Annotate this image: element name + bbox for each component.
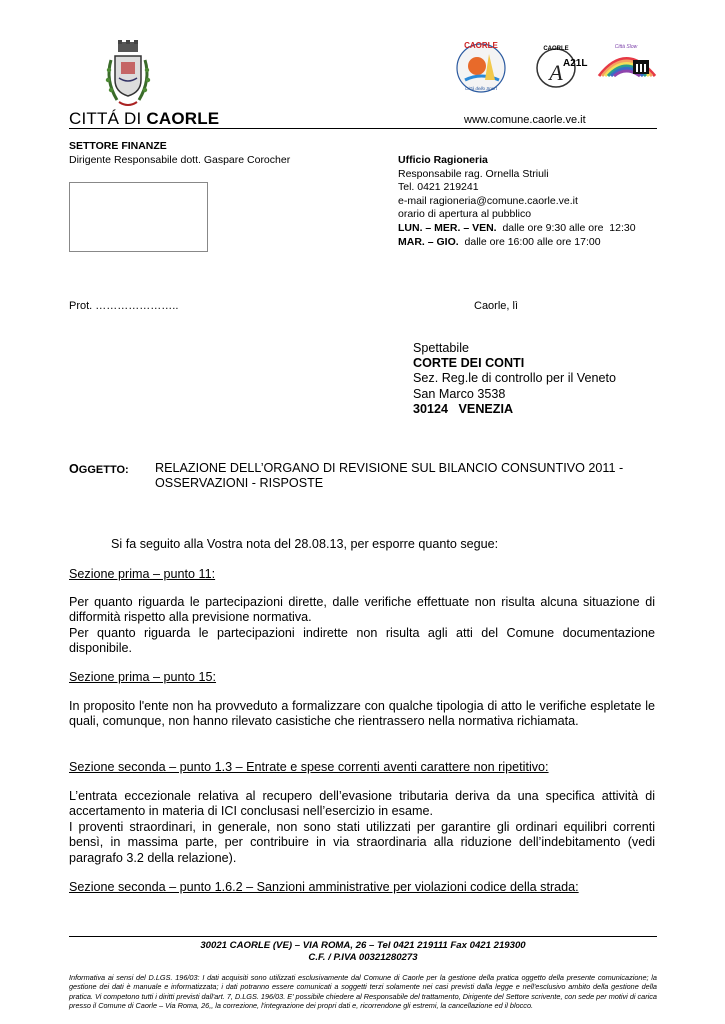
recipient-name: CORTE DEI CONTI [413,356,525,371]
office-hours-2: MAR. – GIO. dalle ore 16:00 alle ore 17:00 [398,235,601,248]
crest-icon [103,40,153,112]
office-hours-label: orario di apertura al pubblico [398,208,532,221]
svg-text:A21L: A21L [563,58,588,69]
caorle-citta-dello-sport-logo [457,41,505,92]
section-heading: Sezione prima – punto 15: [69,670,217,684]
recipient-greeting: Spettabile [413,341,470,355]
recipient-block [413,341,616,417]
director-name: Dirigente Responsabile dott. Gaspare Corocher [69,153,291,166]
svg-text:Città Slow: Città Slow [614,44,638,50]
recipient-section: Sez. Reg.le di controllo per il Veneto [413,371,617,386]
section-heading: Sezione prima – punto 11: [69,567,216,581]
intro-paragraph: Si fa seguito alla Vostra nota del 28.08.13, per esporre quanto segue: [111,537,499,551]
office-block [398,154,636,249]
paragraph: I proventi straordinari, in generale, non sono stati utilizzati per garantire gli ordinari equilibri correnti bensì, in massima parte, per contribuire in via straordinaria alla riduzione dell’indebitamento (vedi paragrafo 3.2 della relazione). [69,820,655,865]
section-heading: Sezione seconda – punto 1.3 – Entrate e spese correnti aventi carattere non ripetitivo: [69,760,549,774]
section-heading: Sezione seconda – punto 1.6.2 – Sanzioni amministrative per violazioni codice della strada: [69,880,579,894]
recipient-city: 30124 VENEZIA [413,401,514,416]
subject-text: RELAZIONE DELL’ORGANO DI REVISIONE SUL BILANCIO CONSUNTIVO 2011 - OSSERVAZIONI - RISPOSTE [155,461,624,491]
recipient-street: San Marco 3538 [413,386,506,401]
city-title: CITTÁ DI CAORLE [69,109,220,128]
office-manager: Responsabile rag. Ornella Striuli [398,167,549,180]
svg-text:CAORLE: CAORLE [464,41,498,50]
paragraph: L’entrata eccezionale relativa al recupero dell’evasione tributaria deriva da una specifica attività di accertamento in materia di ICI conclusasi nell’esercizio in esame. [69,789,655,819]
caorle-a21l-logo [535,46,587,87]
paragraph: Per quanto riguarda le partecipazioni indirette non risulta agli atti del Comune documentazione disponibile. [69,626,655,656]
paragraph: In proposito l'ente non ha provveduto a formalizzare con qualche tipologia di atto le verifiche espletate le quali, comunque, non hanno rilevato casistiche che rientrassero nella normativa richiamata. [69,699,655,729]
header-divider [69,128,657,129]
privacy-notice: Informativa ai sensi del D.LGS. 196/03: I dati acquisiti sono utilizzati esclusivamente dal Comune di Caorle per la gestione della pratica oggetto della presente comunicazione; la gestione dei dati è manuale e informatizzata; i dati potranno essere comunicati a soggetti terzi solamente nei casi previsti dalla legge e nell'esclusivo ambito della gestione della pratica. Vi competono tutti i diritti previsti dall'art. 7, D.LGS. 196/03. E' possibile chiedere al Responsabile del trattamento, Dirigente del Settore scrivente, con sede per motivi di carica presso il Comune di Caorle – Via Roma, 26,, la correzione, l'integrazione dei propri dati e, ricorrendone gli estremi, la cancellazione ed il blocco. [69,973,657,1011]
footer-address-line: 30021 CAORLE (VE) – VIA ROMA, 26 – Tel 0421 219111 Fax 0421 219300 [200,940,526,951]
sender-block [69,140,290,167]
footer-tax-id: C.F. / P.IVA 00321280273 [308,952,418,963]
office-email[interactable]: e-mail ragioneria@comune.caorle.ve.it [398,194,578,207]
svg-text:CAORLE: CAORLE [543,46,569,52]
paragraph: Per quanto riguarda le partecipazioni dirette, dalle verifiche effettuate non risulta alcuna situazione di difformità rispetto alla previsione normativa. [69,595,655,625]
office-phone: Tel. 0421 219241 [398,181,479,194]
place-date: Caorle, lì [474,300,519,312]
subject-label: OGGETTO: [69,462,129,476]
citta-slow-logo [599,44,655,76]
footer-divider [69,936,657,937]
protocol-stamp-box [69,182,208,252]
partner-logos [455,36,660,96]
office-title: Ufficio Ragioneria [398,154,488,166]
department-name: SETTORE FINANZE [69,140,167,152]
footer-address [69,940,657,964]
svg-text:A: A [549,60,563,85]
protocol-number: Prot. ………………….. [69,300,179,312]
svg-text:Città dello Sport: Città dello Sport [464,86,498,91]
website-link[interactable]: www.comune.caorle.ve.it [464,114,586,126]
office-hours-1: LUN. – MER. – VEN. dalle ore 9:30 alle ore 12:30 [398,221,636,234]
